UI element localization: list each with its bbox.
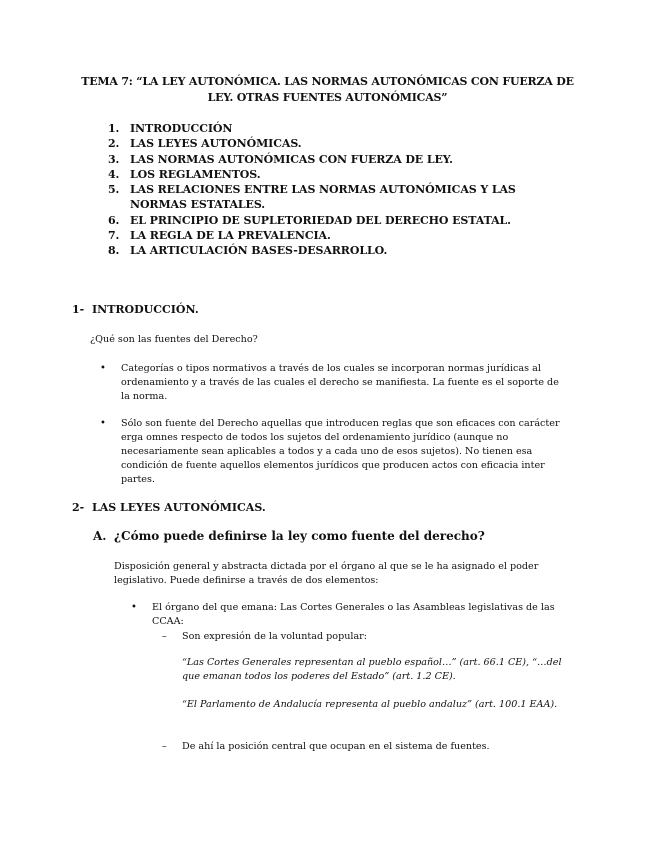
toc-number: 1. bbox=[108, 122, 120, 135]
section-1-question: ¿Qué son las fuentes del Derecho? bbox=[90, 334, 258, 345]
bullet-icon: • bbox=[131, 602, 137, 613]
section-1-bullet-1 bbox=[100, 362, 560, 404]
dash-icon: – bbox=[162, 741, 167, 752]
toc-number: 8. bbox=[108, 244, 120, 258]
bullet-text: El órgano del que emana: Las Cortes Generales o las Asambleas legislativas de las CCAA: bbox=[152, 602, 555, 627]
toc-label: INTRODUCCIÓN bbox=[130, 122, 233, 135]
title-line-1: TEMA 7: “LA LEY AUTONÓMICA. LAS NORMAS AUTONÓMICAS CON FUERZA DE bbox=[81, 75, 574, 88]
toc-number: 4. bbox=[108, 167, 120, 181]
dash-text: Son expresión de la voluntad popular: bbox=[182, 631, 368, 642]
dash-item-2 bbox=[162, 740, 562, 754]
bullet-icon: • bbox=[100, 418, 106, 429]
dash-item-1 bbox=[162, 630, 562, 644]
subsection-title: ¿Cómo puede definirse la ley como fuente del derecho? bbox=[114, 529, 485, 543]
toc-item bbox=[108, 167, 548, 182]
dash-text: De ahí la posición central que ocupan en el sistema de fuentes. bbox=[182, 741, 490, 752]
toc-number: 2. bbox=[108, 137, 120, 151]
section-title: LAS LEYES AUTONÓMICAS. bbox=[92, 501, 266, 514]
quote-1: “Las Cortes Generales representan al pueblo español…” (art. 66.1 CE), “…del que emanan todos los poderes del Estado” (art. 1.2 CE). bbox=[182, 657, 562, 682]
section-2-heading bbox=[72, 500, 266, 515]
toc-item bbox=[108, 136, 548, 151]
quote-2: “El Parlamento de Andalucía representa al pueblo andaluz” (art. 100.1 EAA). bbox=[182, 699, 558, 710]
toc-number: 3. bbox=[108, 152, 120, 166]
toc-item bbox=[108, 213, 548, 228]
definition-paragraph: Disposición general y abstracta dictada por el órgano al que se le ha asignado el poder legislativo. Puede definirse a través de dos elementos: bbox=[114, 561, 539, 586]
bullet-text: Categorías o tipos normativos a través de los cuales se incorporan normas jurídicas al ordenamiento y a través de las cuales el derecho se manifiesta. La fuente es el soporte de la norma. bbox=[121, 363, 559, 402]
toc-label: LAS RELACIONES ENTRE LAS NORMAS AUTONÓMICAS Y LAS NORMAS ESTATALES. bbox=[130, 183, 516, 212]
table-of-contents bbox=[108, 121, 548, 259]
toc-label: EL PRINCIPIO DE SUPLETORIEDAD DEL DERECHO ESTATAL. bbox=[130, 213, 511, 227]
subsection-letter: A. bbox=[93, 529, 107, 543]
section-number: 1- bbox=[72, 303, 85, 316]
toc-label: LA ARTICULACIÓN BASES-DESARROLLO. bbox=[130, 244, 388, 258]
toc-label: LOS REGLAMENTOS. bbox=[130, 167, 261, 181]
document-title bbox=[80, 74, 575, 106]
bullet-icon: • bbox=[100, 363, 106, 374]
toc-item bbox=[108, 152, 548, 167]
bullet-text: Sólo son fuente del Derecho aquellas que introducen reglas que son eficaces con carácter erga omnes respecto de todos los sujetos del ordenamiento jurídico (aunque no necesariamente sean aplicables a todos y a cada uno de esos sujetos). No tienen esa condición de fuente aquellos elementos jurídicos que producen actos con eficacia inter partes. bbox=[121, 418, 560, 485]
toc-label: LAS LEYES AUTONÓMICAS. bbox=[130, 137, 302, 151]
toc-item bbox=[108, 121, 548, 136]
toc-item bbox=[108, 228, 548, 243]
section-1-bullet-2 bbox=[100, 417, 560, 487]
toc-label: LA REGLA DE LA PREVALENCIA. bbox=[130, 229, 331, 243]
section-number: 2- bbox=[72, 501, 85, 514]
toc-item bbox=[108, 182, 548, 213]
toc-item bbox=[108, 243, 548, 258]
toc-number: 6. bbox=[108, 213, 120, 227]
toc-number: 5. bbox=[108, 183, 120, 197]
section-2-bullet bbox=[131, 601, 563, 629]
subsection-a-heading bbox=[93, 528, 485, 545]
toc-number: 7. bbox=[108, 229, 120, 243]
section-1-heading bbox=[72, 302, 199, 317]
toc-label: LAS NORMAS AUTONÓMICAS CON FUERZA DE LEY. bbox=[130, 152, 453, 166]
section-title: INTRODUCCIÓN. bbox=[92, 303, 199, 316]
title-line-2: LEY. OTRAS FUENTES AUTONÓMICAS” bbox=[207, 91, 448, 104]
dash-icon: – bbox=[162, 631, 167, 642]
